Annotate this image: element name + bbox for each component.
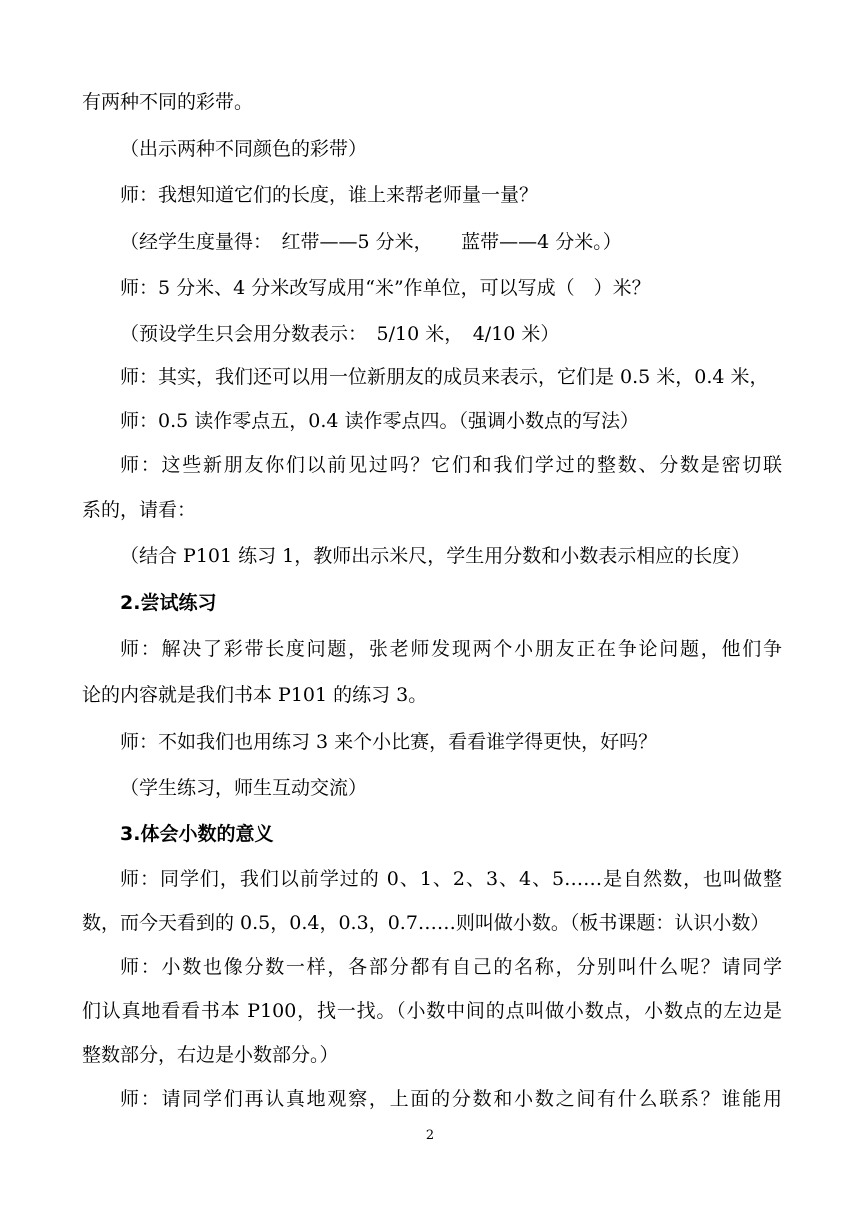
- paragraph-line: 师：其实，我们还可以用一位新朋友的成员来表示，它们是 0.5 米，0.4 米，: [120, 366, 769, 388]
- paragraph-line: 师：解决了彩带长度问题，张老师发现两个小朋友正在争论问题，他们争: [120, 638, 782, 660]
- paragraph-line: 师：小数也像分数一样，各部分都有自己的名称，分别叫什么呢？请同学: [120, 956, 782, 978]
- paragraph-line: 师：我想知道它们的长度，谁上来帮老师量一量？: [120, 184, 539, 206]
- paragraph-line: 师：不如我们也用练习 3 来个小比赛，看看谁学得更快，好吗？: [120, 731, 658, 753]
- paragraph-line: 师：0.5 读作零点五，0.4 读作零点四。（强调小数点的写法）: [120, 410, 640, 432]
- paragraph-line: （预设学生只会用分数表示： 5/10 米， 4/10 米）: [120, 323, 560, 345]
- paragraph-line: 有两种不同的彩带。: [82, 91, 254, 113]
- paragraph-line: （经学生度量得： 红带——5 分米， 蓝带——4 分米。）: [120, 231, 622, 253]
- paragraph-line: 整数部分，右边是小数部分。）: [82, 1044, 339, 1066]
- paragraph-line: 师：请同学们再认真地观察，上面的分数和小数之间有什么联系？谁能用: [120, 1088, 782, 1110]
- paragraph-line: （结合 P101 练习 1，教师出示米尺，学生用分数和小数表示相应的长度）: [120, 545, 751, 567]
- paragraph-line: 师：5 分米、4 分米改写成用“米”作单位，可以写成（ ）米？: [120, 277, 651, 299]
- paragraph-line: 师：同学们，我们以前学过的 0、1、2、3、4、5……是自然数，也叫做整: [120, 868, 782, 890]
- page-number: 2: [425, 1128, 435, 1143]
- paragraph-line: （出示两种不同颜色的彩带）: [120, 138, 368, 160]
- section-heading: 2.尝试练习: [120, 592, 217, 614]
- paragraph-line: 数，而今天看到的 0.5，0.4，0.3，0.7……则叫做小数。（板书课题：认识小数）: [82, 912, 770, 934]
- paragraph-line: 们认真地看看书本 P100，找一找。（小数中间的点叫做小数点，小数点的左边是: [82, 1000, 782, 1022]
- paragraph-line: 系的，请看：: [82, 499, 197, 521]
- section-heading: 3.体会小数的意义: [120, 823, 274, 845]
- paragraph-line: 师：这些新朋友你们以前见过吗？它们和我们学过的整数、分数是密切联: [120, 454, 782, 476]
- paragraph-line: 论的内容就是我们书本 P101 的练习 3。: [82, 684, 428, 706]
- paragraph-line: （学生练习，师生互动交流）: [120, 777, 368, 799]
